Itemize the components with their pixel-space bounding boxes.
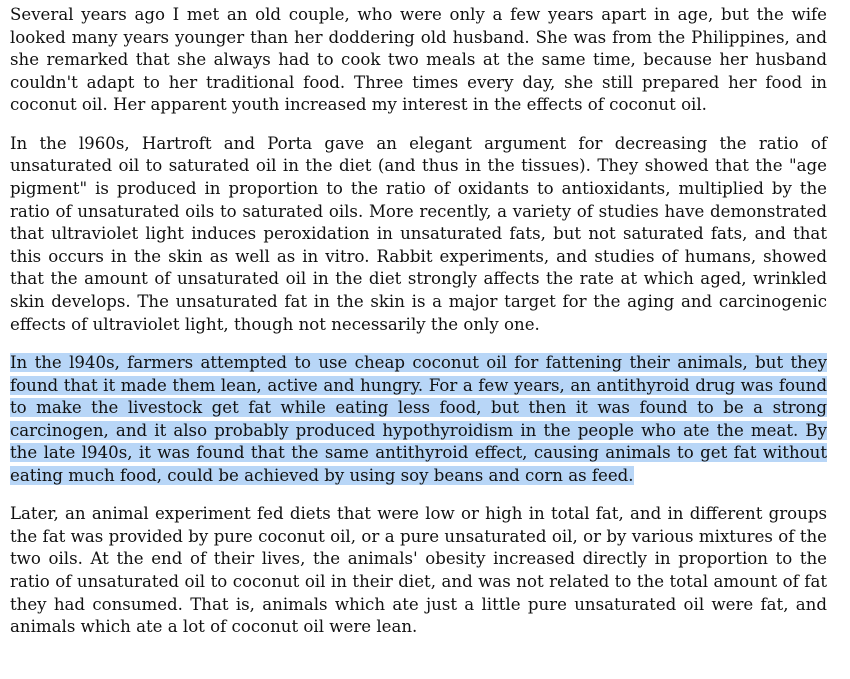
paragraph-animal-experiment[interactable]: Later, an animal experiment fed diets that were low or high in total fat, and in different groups the fat was provided by pure coconut oil, or a pure unsaturated oil, or by various mixtures of the two oils. At the end of their lives, the animals' obesity increased directly in proportion to the ratio of unsaturated oil to coconut oil in their diet, and was not related to the total amount of fat they had consumed. That is, animals which ate just a little pure unsaturated oil were fat, and animals which ate a lot of coconut oil were lean. xyxy=(10,504,827,637)
paragraph-gap xyxy=(10,117,827,133)
paragraph-selected-livestock[interactable] xyxy=(10,352,827,488)
paragraph-gap xyxy=(10,487,827,503)
paragraph-coconut-couple[interactable]: Several years ago I met an old couple, who were only a few years apart in age, but the wife looked many years younger than her doddering old husband. She was from the Philippines, and she remarked that she always had to cook two meals at the same time, because her husband couldn't adapt to her traditional food. Three times every day, she still prepared her food in coconut oil. Her apparent youth increased my interest in the effects of coconut oil. xyxy=(10,5,827,115)
text-selection-highlight[interactable]: In the l940s, farmers attempted to use cheap coconut oil for fattening their animals, but they found that it made them lean, active and hungry. For a few years, an antithyroid drug was found to make the livestock get fat while eating less food, but then it was found to be a strong carcinogen, and it also probably produced hypothyroidism in the people who ate the meat. By the late l940s, it was found that the same antithyroid effect, causing animals to get fat without eating much food, could be achieved by using soy beans and corn as feed. xyxy=(10,352,827,485)
paragraph-age-pigment[interactable]: In the l960s, Hartroft and Porta gave an elegant argument for decreasing the ratio of unsaturated oil to saturated oil in the diet (and thus in the tissues). They showed that the "age pigment" is produced in proportion to the ratio of oxidants to antioxidants, multiplied by the ratio of unsaturated oils to saturated oils. More recently, a variety of studies have demonstrated that ultraviolet light induces peroxidation in unsaturated fats, but not saturated fats, and that this occurs in the skin as well as in vitro. Rabbit experiments, and studies of humans, showed that the amount of unsaturated oil in the diet strongly affects the rate at which aged, wrinkled skin develops. The unsaturated fat in the skin is a major target for the aging and carcinogenic effects of ultraviolet light, though not necessarily the only one. xyxy=(10,133,827,334)
paragraph-gap xyxy=(10,336,827,352)
document-body xyxy=(10,4,827,639)
